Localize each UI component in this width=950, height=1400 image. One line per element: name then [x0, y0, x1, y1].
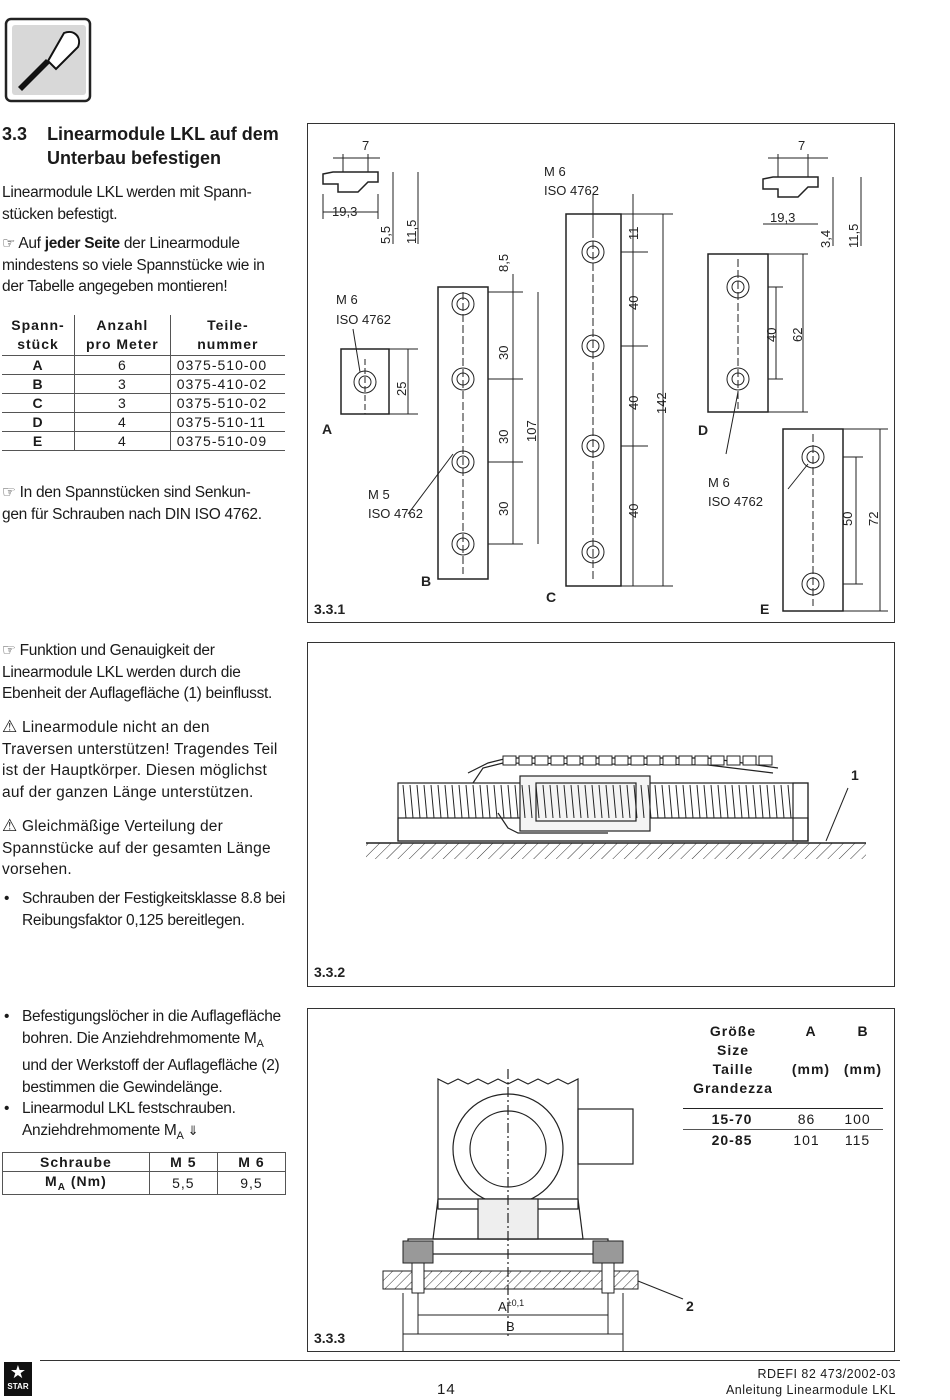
bellows-fold [445, 785, 448, 818]
table-row [2, 394, 285, 413]
subscript: A [256, 1037, 264, 1050]
chain-link [615, 756, 628, 765]
torque-m5: 5,5 [149, 1172, 217, 1195]
note-text: Linearmodule LKL werden durch die [2, 663, 241, 681]
pointing-hand-icon: ☞ [2, 484, 16, 501]
chain-link [647, 756, 660, 765]
header-qty: Anzahl pro Meter [75, 315, 171, 356]
table-row [2, 413, 285, 432]
dim-label: 50 [840, 511, 855, 526]
size-cell-size: 15-70 [711, 1111, 753, 1127]
bellows-fold [753, 785, 756, 818]
size-header: Grandezza [693, 1080, 773, 1096]
dim-label: 107 [524, 420, 539, 442]
table-cell-piece: A [2, 356, 75, 375]
bellows-fold [718, 785, 721, 818]
intro-paragraph [2, 182, 302, 225]
table-cell-part: 0375-510-00 [170, 356, 285, 375]
header-part: Teile- nummer [170, 315, 285, 356]
bellows-fold [774, 785, 777, 818]
dim-label: M 6 [544, 164, 566, 179]
note-text: In den Spannstücken sind Senkun- [19, 484, 251, 501]
dim-label: 19,3 [332, 204, 358, 219]
bellows-fold [508, 785, 511, 818]
dim-label: ISO 4762 [544, 183, 599, 198]
header-m5: M 5 [149, 1153, 217, 1172]
bellows-fold [725, 785, 728, 818]
table-row [2, 356, 285, 375]
table-cell-piece: D [2, 413, 75, 432]
chain-link [743, 756, 756, 765]
dim-label: 25 [394, 381, 409, 396]
steps-list [22, 1006, 307, 1147]
dim-label: 30 [496, 429, 511, 444]
step-text: Anziehdrehmomente M [22, 1121, 177, 1139]
piece-label: D [698, 422, 709, 438]
table-header-row [2, 315, 285, 356]
dim-label: ISO 4762 [708, 494, 763, 509]
header-piece: Spann- stück [2, 315, 75, 356]
table-cell-piece: B [2, 375, 75, 394]
size-table [683, 1022, 883, 1150]
chain-link [583, 756, 596, 765]
bellows-fold [760, 785, 763, 818]
step-text: Befestigungslöcher in die Auflagefläche [22, 1008, 281, 1025]
figure-label: 3.3.2 [314, 964, 346, 980]
bellows-fold [480, 785, 483, 818]
bellows-fold [662, 785, 665, 818]
chain-link [503, 756, 516, 765]
chain-link [567, 756, 580, 765]
size-cell-b: 100 [844, 1111, 871, 1127]
clamp-table [2, 315, 285, 451]
screw-note [2, 482, 302, 525]
warning-text: vorsehen. [2, 861, 72, 878]
column-b-header: B [857, 1023, 869, 1039]
star-logo [4, 1362, 32, 1396]
size-header: Size [716, 1042, 749, 1058]
chain-link [679, 756, 692, 765]
dim-label: 142 [654, 392, 669, 414]
bullet-text: Schrauben der Festigkeitsklasse 8.8 bei [22, 890, 286, 907]
table-row [3, 1172, 286, 1195]
section-title-line1: Linearmodule LKL auf dem [47, 124, 279, 144]
table-cell-qty: 3 [75, 375, 171, 394]
column-a-unit: (mm) [791, 1061, 831, 1077]
dim-a: $A^{\pm 0,1}$ [498, 1298, 525, 1314]
table-row [683, 1129, 883, 1150]
step-text: und der Werkstoff der Auflagefläche (2) [22, 1057, 280, 1075]
step-text: Linearmodul LKL festschrauben. [22, 1100, 236, 1118]
bellows-fold [676, 785, 679, 818]
dim-label: 7 [798, 138, 806, 153]
dim-label: M 5 [368, 487, 390, 502]
pointing-hand-icon: ☞ [2, 235, 16, 252]
page-number: 14 [437, 1381, 456, 1398]
size-header: Größe [709, 1023, 757, 1039]
size-cell-size: 20-85 [711, 1132, 753, 1148]
table-cell-part: 0375-510-11 [170, 413, 285, 432]
bellows-fold [438, 785, 441, 818]
note-text: der Linearmodule [123, 235, 240, 252]
bellows-fold [501, 785, 504, 818]
bellows-fold [788, 785, 791, 818]
bellows-fold [466, 785, 469, 818]
note-bold: jeder Seite [44, 235, 120, 252]
section-number: 3.3 [2, 124, 28, 144]
table-row [2, 432, 285, 451]
dim-label: 30 [496, 501, 511, 516]
dim-label: 40 [626, 395, 641, 410]
bellows-fold [739, 785, 742, 818]
chain-link [663, 756, 676, 765]
bellows-fold [452, 785, 455, 818]
bellows-fold [424, 785, 427, 818]
bellows-fold [459, 785, 462, 818]
size-cell-b: 115 [844, 1132, 871, 1148]
chain-link [519, 756, 532, 765]
bellows-fold [515, 785, 518, 818]
row-label: $M_A$ (Nm) [3, 1172, 150, 1195]
dim-label: 19,3 [770, 210, 796, 225]
bellows-fold [767, 785, 770, 818]
torque-m6: 9,5 [217, 1172, 285, 1195]
dim-label: 8,5 [496, 253, 511, 272]
chain-link [711, 756, 724, 765]
piece-label: E [760, 601, 770, 617]
table-row [2, 375, 285, 394]
chain-link [727, 756, 740, 765]
flatness-note [2, 640, 302, 705]
piece-label: A [322, 421, 333, 437]
chain-link [551, 756, 564, 765]
bellows-fold [473, 785, 476, 818]
table-row [683, 1109, 883, 1129]
note-text: Ebenheit der Auflagefläche (1) beinflusst. [2, 685, 273, 702]
table-cell-part: 0375-510-02 [170, 394, 285, 413]
table-cell-part: 0375-410-02 [170, 375, 285, 394]
screwdriver-icon [4, 17, 92, 103]
bullet-text: Reibungsfaktor 0,125 bereitlegen. [22, 911, 245, 929]
note-text: gen für Schrauben nach DIN ISO 4762. [2, 505, 262, 523]
dim-label: 40 [626, 295, 641, 310]
bellows-fold [487, 785, 490, 818]
bellows-fold [746, 785, 749, 818]
warning-text: Linearmodule nicht an den [21, 719, 210, 736]
warning-text: Traversen unterstützen! Tragendes Teil [2, 740, 278, 758]
table-cell-piece: C [2, 394, 75, 413]
size-header: Taille [712, 1061, 754, 1077]
step-1 [22, 1006, 307, 1028]
dim-label: 7 [362, 138, 370, 153]
column-a-header: A [805, 1023, 817, 1039]
table-cell-part: 0375-510-09 [170, 432, 285, 451]
dim-label: 5,5 [378, 225, 393, 244]
bellows-fold [655, 785, 658, 818]
footer-doc [726, 1366, 896, 1398]
dim-b: B [506, 1319, 515, 1334]
bellows-fold [711, 785, 714, 818]
warning-icon: ⚠ [2, 717, 18, 736]
table-cell-piece: E [2, 432, 75, 451]
table-cell-qty: 6 [75, 356, 171, 375]
bellows-fold [690, 785, 693, 818]
bellows-fold [431, 785, 434, 818]
table-cell-qty: 4 [75, 413, 171, 432]
warning-text: ist der Hauptkörper. Diesen möglichst [2, 762, 267, 779]
doc-number: RDEFI 82 473/2002-03 [757, 1367, 896, 1381]
chain-link [759, 756, 772, 765]
table-cell-qty: 4 [75, 432, 171, 451]
bullet-screws [22, 888, 302, 931]
dim-label: M 6 [708, 475, 730, 490]
dim-label: 11 [626, 226, 641, 240]
dim-label: 11,5 [404, 219, 419, 244]
chain-link [599, 756, 612, 765]
size-cell-a: 101 [793, 1132, 820, 1148]
bellows-fold [669, 785, 672, 818]
bellows-fold [704, 785, 707, 818]
figure-clamp-pieces [307, 123, 895, 623]
piece-label: C [546, 589, 557, 605]
dim-label: M 6 [336, 292, 358, 307]
dim-label: 30 [496, 345, 511, 360]
dim-label: 62 [790, 327, 805, 342]
figure-label: 3.3.1 [314, 601, 346, 617]
bellows-fold [417, 785, 420, 818]
table-header-row [3, 1153, 286, 1172]
bellows-fold [697, 785, 700, 818]
note-text: Funktion und Genauigkeit der [19, 642, 215, 659]
warning-support [2, 716, 302, 803]
figure-label: 3.3.3 [314, 1330, 346, 1346]
size-cell-a: 86 [797, 1111, 816, 1127]
section-title-line2: Unterbau befestigen [47, 148, 222, 168]
footer-rule [40, 1360, 900, 1361]
bellows-fold [732, 785, 735, 818]
bellows-fold [410, 785, 413, 818]
subscript: A [176, 1129, 184, 1142]
callout-1: 1 [851, 767, 859, 783]
dim-label: ISO 4762 [336, 312, 391, 327]
column-b-unit: (mm) [843, 1061, 883, 1077]
bellows-fold [403, 785, 406, 818]
logo-text: STAR [7, 1382, 29, 1391]
figure-module-on-base [307, 642, 895, 987]
chain-link [695, 756, 708, 765]
step-text: bestimmen die Gewindelänge. [22, 1078, 223, 1096]
pointing-hand-icon: ☞ [2, 642, 16, 659]
bellows-fold [494, 785, 497, 818]
chain-link [535, 756, 548, 765]
intro-note [2, 233, 302, 298]
dim-label: 40 [764, 327, 779, 342]
warning-icon: ⚠ [2, 816, 18, 835]
intro-line: stücken befestigt. [2, 205, 118, 223]
section-heading [2, 122, 302, 170]
header-m6: M 6 [217, 1153, 285, 1172]
header-screw: Schraube [3, 1153, 150, 1172]
dim-label: ISO 4762 [368, 506, 423, 521]
callout-2: 2 [686, 1298, 694, 1314]
warning-text: auf der ganzen Länge unterstützen. [2, 783, 254, 801]
doc-title: Anleitung Linearmodule LKL [725, 1383, 896, 1397]
note-text: mindestens so viele Spannstücke wie in [2, 256, 265, 274]
dim-label: 3,4 [818, 229, 833, 248]
piece-label: B [421, 573, 432, 589]
chain-link [631, 756, 644, 765]
warning-text: Spannstücke auf der gesamten Länge [2, 839, 271, 857]
torque-table [2, 1152, 286, 1195]
torque-arrow-icon: ⇓ [187, 1122, 199, 1138]
note-text: Auf [18, 235, 41, 252]
dim-label: 72 [866, 511, 881, 526]
step-2 [22, 1098, 307, 1120]
dim-label: 40 [626, 503, 641, 518]
bellows-fold [683, 785, 686, 818]
bellows-fold [781, 785, 784, 818]
dim-label: 11,5 [846, 223, 861, 248]
note-text: der Tabelle angegeben montieren! [2, 278, 228, 295]
warning-distribution [2, 815, 302, 881]
warning-text: Gleichmäßige Verteilung der [21, 818, 223, 835]
step-text: bohren. Die Anziehdrehmomente M [22, 1029, 257, 1047]
star-icon: ★ [9, 1362, 27, 1382]
table-cell-qty: 3 [75, 394, 171, 413]
intro-line: Linearmodule LKL werden mit Spann- [2, 184, 252, 201]
